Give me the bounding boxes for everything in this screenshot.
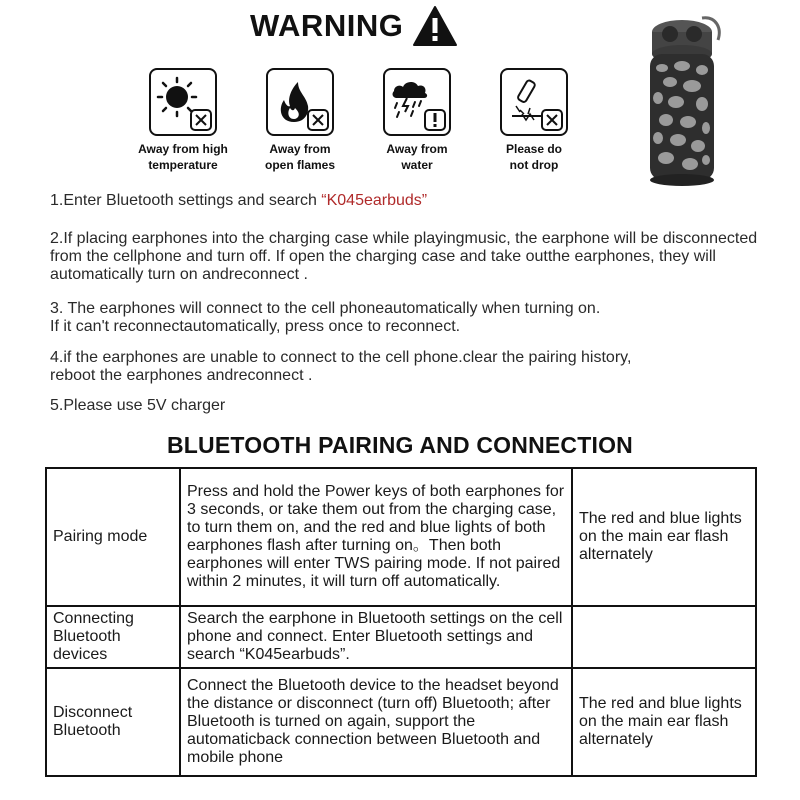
sun-icon — [151, 70, 215, 134]
warning-title: WARNING — [250, 8, 404, 43]
warning-label: Away from open flames — [264, 142, 336, 172]
warning-label: Away from water — [386, 142, 448, 172]
table-row — [46, 606, 756, 668]
flame-icon — [268, 70, 332, 134]
warning-triangle-icon — [411, 4, 459, 48]
warning-box — [149, 68, 217, 136]
warning-box — [383, 68, 451, 136]
row-lights: The red and blue lights on the main ear flash alternately — [572, 468, 756, 606]
row-description: Connect the Bluetooth device to the headset beyond the distance or disconnect (turn off) Bluetooth; after Bluetooth is turned on again, support the automaticback connection between Bluetooth and mobile phone — [180, 668, 572, 776]
warning-item-water — [362, 68, 472, 173]
instruction-step-2: 2.If placing earphones into the charging case while playingmusic, the earphone will be disconnected from the cellphone and turn off. If open the charging case and take outthe earphones, they will automatically turn on andreconnect . — [50, 230, 758, 283]
warning-item-high-temperature — [128, 68, 238, 173]
table-row — [46, 668, 756, 776]
warning-label: Away from high temperature — [138, 142, 228, 172]
warning-header — [250, 4, 459, 48]
warning-icons-row — [128, 68, 588, 178]
row-description: Press and hold the Power keys of both earphones for 3 seconds, or take them out from the charging case, to turn them on, and the red and blue lights of both earphones flash after turning on。Then both earphones will enter TWS pairing mode. If not paired within 2 minutes, it will turn off automatically. — [180, 468, 572, 606]
instruction-step-1: 1.Enter Bluetooth settings and search “K045earbuds” — [50, 192, 428, 209]
rain-cloud-icon — [385, 70, 449, 134]
instruction-step-4: 4.if the earphones are unable to connect to the cell phone.clear the pairing history, reboot the earphones andreconnect . — [50, 349, 632, 384]
warning-label: Please do not drop — [505, 142, 563, 172]
row-lights: The red and blue lights on the main ear flash alternately — [572, 668, 756, 776]
row-label: Disconnect Bluetooth — [46, 668, 180, 776]
warning-box — [266, 68, 334, 136]
warning-item-not-drop — [479, 68, 589, 173]
table-row — [46, 468, 756, 606]
row-label: Connecting Bluetooth devices — [46, 606, 180, 668]
row-description: Search the earphone in Bluetooth settings on the cell phone and connect. Enter Bluetooth settings and search “K045earbuds”. — [180, 606, 572, 668]
row-label: Pairing mode — [46, 468, 180, 606]
drop-icon — [502, 70, 566, 134]
pairing-table — [45, 467, 757, 777]
device-name: “K045earbuds” — [321, 192, 428, 209]
warning-box — [500, 68, 568, 136]
table-title: BLUETOOTH PAIRING AND CONNECTION — [167, 432, 633, 458]
warning-item-open-flames — [245, 68, 355, 173]
earbuds-case-image — [640, 10, 730, 190]
instruction-step-5: 5.Please use 5V charger — [50, 397, 226, 414]
row-lights — [572, 606, 756, 668]
instruction-step-3: 3. The earphones will connect to the cell phoneautomatically when turning on. If it can't reconnectautomatically, press once to reconnect. — [50, 300, 601, 335]
